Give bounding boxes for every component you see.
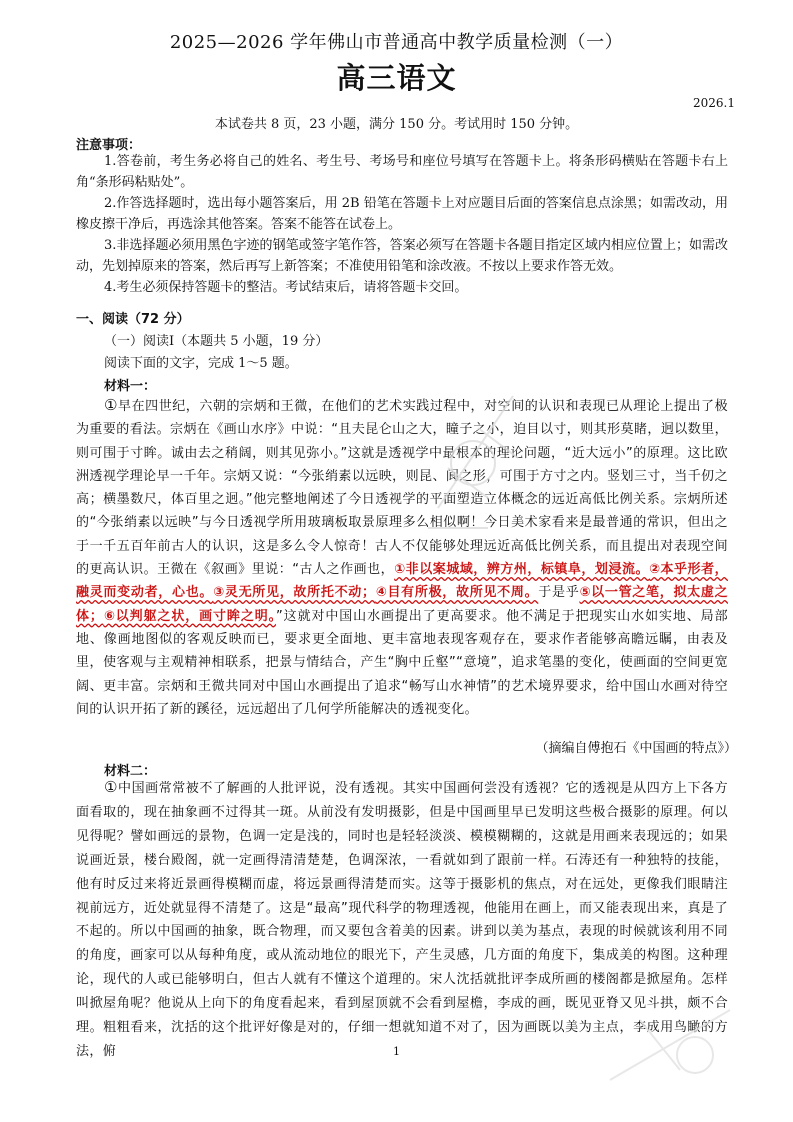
annotated-phrase: ②本乎形者，融灵而变动者，心也。: [76, 562, 728, 601]
annotated-phrase: ④目有所极，故所见不周。: [375, 585, 539, 601]
annotated-phrase: ③灵无所见，故所托不动；: [213, 585, 376, 601]
paragraph-text: 早在四世纪，六朝的宗炳和王微，在他们的艺术实践过程中，对空间的认识和表现已从理论上提出了极为重要的看法。宗炳在《画山水序》中说：“且夫昆仑山之大，瞳子之小，迫目以寸，则其形莫睹，迥以数里，则可围于寸眸。诚由去之稍阔，则其见弥小。”这就是透视学中最根本的理论问题，“近大远小”的原理。这比欧洲透视学理论早一千年。宗炳又说：“今张绡素以远映，则昆、阆之形，可围于方寸之内。竖划三寸，当千仞之高；横墨数尺，体百里之迥。”他完整地阐述了今日透视学的平面塑造立体概念的远近高低比例关系。宗炳所述的“今张绡素以远映”与今日透视学所用玻璃板取景原理多么相似啊！今日美术家看来是最普通的常识，但出之于一千五百年前古人的认识，这是多么令人惊奇！古人不仅能够处理远近高低比例关系，而且提出对表现空间的更高认识。王微在《叙画》里说：“古人之作画也，: [76, 399, 728, 578]
subsection-title: （一）阅读Ⅰ（本题共 5 小题，19 分）: [104, 334, 329, 349]
material-one-paragraph: [76, 394, 728, 721]
notice-item: 4.考生必须保持答题卡的整洁。考试结束后，请将答题卡交回。: [104, 280, 468, 295]
notice-title: 注意事项：: [76, 138, 142, 153]
annotated-phrase: ⑥以判躯之状，画寸眸之明。: [103, 608, 277, 624]
paragraph-marker: ①: [104, 778, 119, 796]
exam-date: 2026.1: [693, 96, 735, 110]
annotated-phrase: ⑤以一管之笔，拟太虚之体；: [76, 585, 728, 624]
annotated-phrase: ①非以案城域，辨方州，标镇阜，划浸流。: [394, 562, 649, 578]
exam-title: 2025—2026 学年佛山市普通高中教学质量检测（一）: [169, 32, 624, 53]
material-one-label: 材料一：: [104, 379, 157, 394]
watermark-icon: [600, 1000, 740, 1090]
subject-title: 高三语文: [336, 61, 457, 95]
paragraph-text: 于是乎: [538, 585, 580, 601]
notice-item: 2.作答选择题时，选出每小题答案后，用 2B 铅笔在答题卡上对应题目后面的答案信息点涂黑；如需改动，用橡皮擦干净后，再选涂其他答案。答案不能答在试卷上。: [76, 196, 728, 232]
watermark-icon: [418, 388, 538, 538]
reading-instruction: 阅读下面的文字，完成 1～5 题。: [104, 356, 298, 371]
page-number: 1: [393, 1045, 400, 1058]
paragraph-text: 中国画常常被不了解画的人批评说，没有透视。其实中国画何尝没有透视？它的透视是从四方上下各方面看取的，现在抽象画不过得其一斑。从前没有发明摄影，但是中国画里早已发明这些极合摄影的原理。何以见得呢？譬如画远的景物，色调一定是浅的，同时也是轻轻淡淡、模模糊糊的，这就是用画来表现远的；如果说画近景，楼台殿阁，就一定画得清清楚楚，色调深浓，一看就如到了跟前一样。石涛还有一种独特的技能，他有时反过来将近景画得模糊而虚，将远景画得清楚而实。这等于摄影机的焦点，对在远处，更像我们眼睛注视前远方，近处就显得不清楚了。这是“最高”现代科学的物理透视，他能用在画上，而又能表现出来，真是了不起的。所以中国画的抽象，既合物理，而又要包含着美的因素。讲到以美为基点，表现的时候就该利用不同的角度，画家可以从每种角度，或从流动地位的眼光下，产生灵感，几方面的角度下，集成美的构图。这种理论，现代的人或已能够明白，但古人就有不懂这个道理的。宋人沈括就批评李成所画的楼阁都是掀屋角。怎样叫掀屋角呢？他说从上向下的角度看起来，看到屋顶就不会看到屋檐，李成的画，既见亚脊又见斗拱，颇不合理。粗粗看来，沈括的这个批评好像是对的，仔细一想就知道不对了，因为画既以美为主点，李成用鸟瞰的方法，俯: [76, 781, 728, 1059]
material-one-source: （摘编自傅抱石《中国画的特点》）: [535, 741, 737, 756]
material-two-label: 材料二：: [104, 764, 157, 779]
notice-list: [76, 151, 728, 298]
paragraph-text: ”这就对中国山水画提出了更高要求。他不满足于把现实山水如实地、局部地、像画地图似的客观反映而已，要求更全面地、更丰富地表现客观存在，要求作者能够高瞻远瞩，由表及里，使客观与主观精神相联系，把景与情结合，产生“胸中丘壑”“意境”，追求笔墨的变化，使画面的空间更宽阔、更丰富。宗炳和王微共同对中国山水画提出了追求“畅写山水神情”的艺术境界要求，给中国山水画对待空间的认识开拓了新的蹊径，远远超出了几何学所能解决的透视变化。: [76, 608, 728, 717]
section-title: 一、阅读（72 分）: [76, 312, 190, 327]
notice-item: 3.非选择题必须用黑色字迹的钢笔或签字笔作答，答案必须写在答题卡各题目指定区域内相应位置上；如需改动，先划掉原来的答案，然后再写上新答案；不准使用铅笔和涂改液。不按以上要求作答无效。: [76, 238, 728, 274]
paragraph-marker: ①: [104, 396, 119, 414]
exam-info: 本试卷共 8 页，23 小题，满分 150 分。考试用时 150 分钟。: [214, 117, 579, 132]
notice-item: 1.答卷前，考生务必将自己的姓名、考生号、考场号和座位号填写在答题卡上。将条形码横贴在答题卡右上角“条形码粘贴处”。: [76, 154, 728, 190]
